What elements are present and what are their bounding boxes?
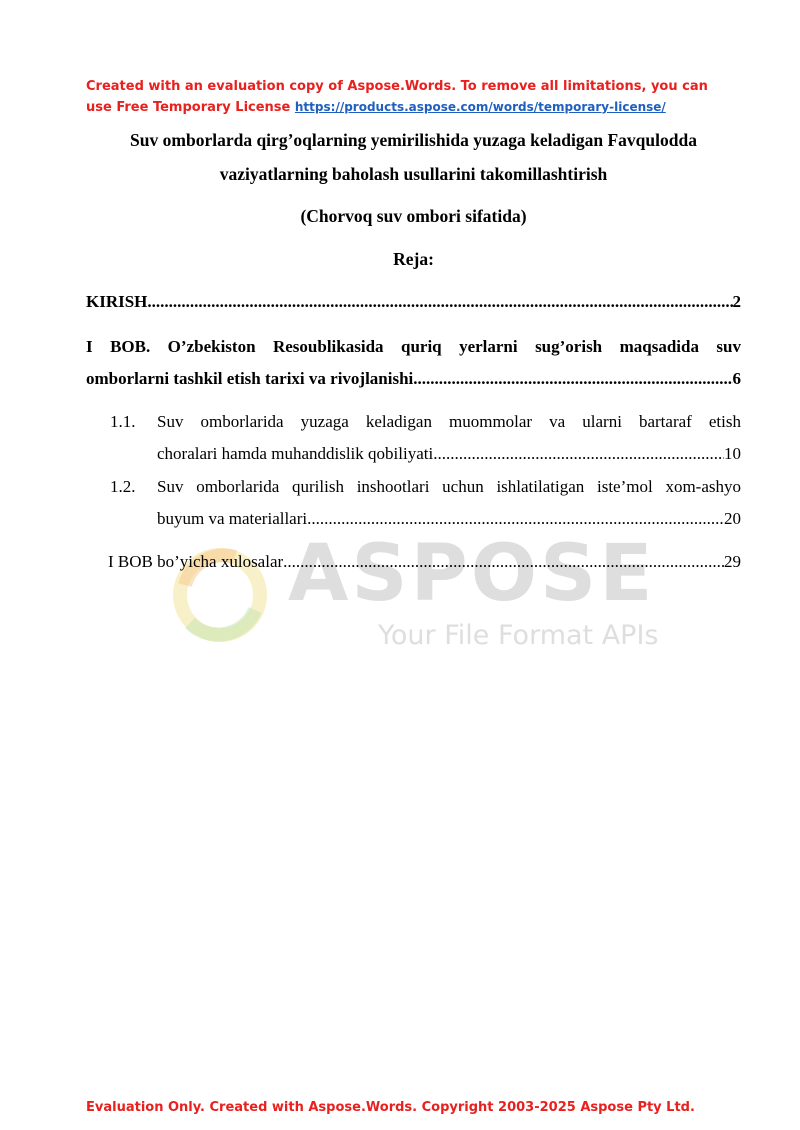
evaluation-notice-text: Created with an evaluation copy of Aspose.Words. To remove all limitations, you can use Free Temporary License bbox=[86, 79, 708, 115]
toc-entry-text: omborlarni tashkil etish tarixi va rivojlanishi bbox=[86, 369, 414, 388]
document-title-line-1: Suv omborlarda qirg’oqlarning yemirilishida yuzaga keladigan Favqulodda bbox=[130, 130, 697, 150]
toc-entry-chapter-1[interactable] bbox=[86, 369, 741, 389]
temporary-license-link[interactable]: https://products.aspose.com/words/temporary-license/ bbox=[294, 100, 666, 114]
evaluation-footer: Evaluation Only. Created with Aspose.Words. Copyright 2003-2025 Aspose Pty Ltd. bbox=[86, 1100, 695, 1115]
toc-chapter-1-line-1[interactable]: I BOB. O’zbekiston Resoublikasida quriq yerlarni sug’orish maqsadida suv bbox=[86, 337, 741, 356]
document-subtitle: (Chorvoq suv ombori sifatida) bbox=[300, 206, 527, 226]
toc-leader bbox=[307, 509, 724, 529]
toc-page-number: 20 bbox=[724, 509, 741, 528]
toc-entry-section-1-1[interactable] bbox=[157, 444, 741, 464]
document-title-line-2: vaziyatlarning baholash usullarini takomillashtirish bbox=[219, 164, 608, 184]
toc-page-number: 2 bbox=[732, 292, 741, 311]
toc-entry-text: choralari hamda muhanddislik qobiliyati bbox=[157, 444, 434, 463]
watermark-tagline: Your File Format APIs bbox=[378, 620, 659, 651]
toc-section-number: 1.1. bbox=[110, 412, 136, 431]
toc-page-number: 29 bbox=[724, 552, 741, 571]
watermark-brand: ASPOSE bbox=[288, 529, 656, 619]
toc-leader bbox=[283, 552, 724, 572]
toc-entry-section-1-2[interactable] bbox=[157, 509, 741, 529]
toc-leader bbox=[413, 369, 732, 389]
toc-leader bbox=[433, 444, 724, 464]
toc-section-number: 1.2. bbox=[110, 477, 136, 496]
toc-section-1-2-line-1[interactable]: Suv omborlarida qurilish inshootlari uchun ishlatilatigan iste’mol xom-ashyo bbox=[157, 477, 741, 496]
toc-leader bbox=[147, 292, 732, 312]
toc-page-number: 10 bbox=[724, 444, 741, 463]
toc-entry-conclusions[interactable] bbox=[108, 552, 741, 572]
toc-section-1-1-line-1[interactable]: Suv omborlarida yuzaga keladigan muommolar va ularni bartaraf etish bbox=[157, 412, 741, 431]
evaluation-notice bbox=[86, 77, 726, 118]
plan-heading: Reja: bbox=[393, 249, 434, 269]
toc-entry-text: KIRISH bbox=[86, 292, 148, 311]
toc-entry-text: I BOB bo’yicha xulosalar bbox=[108, 552, 284, 571]
toc-page-number: 6 bbox=[732, 369, 741, 388]
toc-entry-intro[interactable] bbox=[86, 292, 741, 312]
toc-entry-text: buyum va materiallari bbox=[157, 509, 308, 528]
